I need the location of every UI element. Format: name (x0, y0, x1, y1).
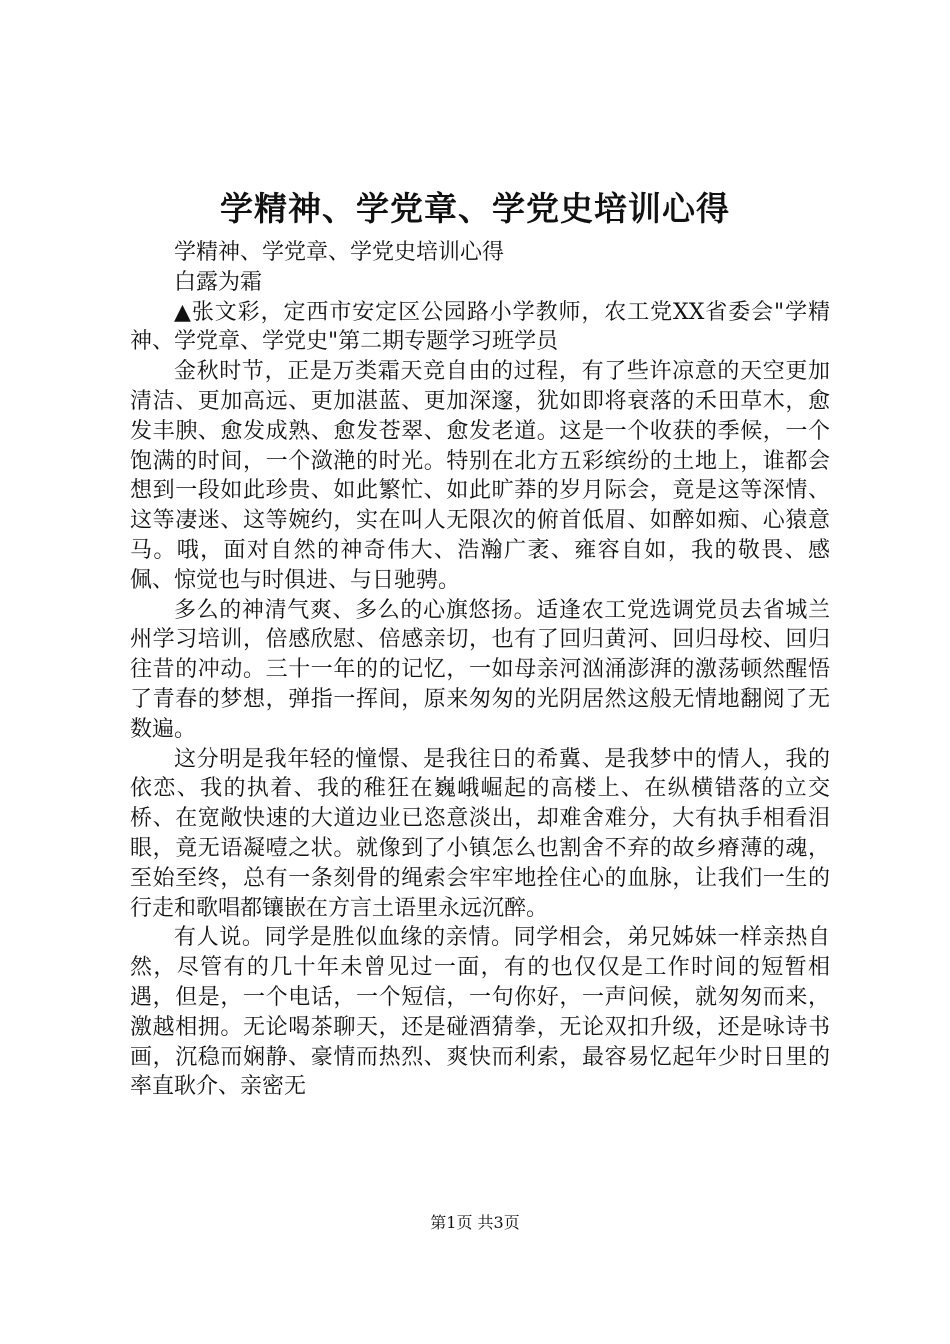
body-paragraph-heading: 学精神、学党章、学党史培训心得 (174, 240, 505, 265)
body-paragraph-author-bio: ▲张文彩，定西市安定区公园路小学教师，农工党XX省委会"学精神、学党章、学党史"第二期专题学习班学员 (130, 299, 830, 355)
document-title: 学精神、学党章、学党史培训心得 (220, 189, 730, 228)
body-paragraph: 有人说。同学是胜似血缘的亲情。同学相会，弟兄姊妹一样亲热自然，尽管有的几十年未曾见过一面，有的也仅仅是工作时间的短暂相遇，但是，一个电话，一个短信，一句你好，一声问候，就匆匆而来，激越相拥。无论喝茶聊天，还是碰酒猜拳，无论双扣升级，还是咏诗书画，沉稳而娴静、豪情而热烈、爽快而利索，最容易忆起年少时日里的率直耿介、亲密无 (130, 925, 830, 1100)
body-paragraph: 多么的神清气爽、多么的心旗悠扬。适逢农工党选调党员去省城兰州学习培训，倍感欣慰、倍感亲切，也有了回归黄河、回归母校、回归往昔的冲动。三十一年的的记忆，一如母亲河汹涌澎湃的激荡顿然醒悟了青春的梦想，弹指一挥间，原来匆匆的光阴居然这般无情地翻阅了无数遍。 (130, 597, 830, 742)
body-paragraph-author-pen-name: 白露为霜 (174, 269, 263, 295)
body-paragraph: 金秋时节，正是万类霜天竞自由的过程，有了些许凉意的天空更加清洁、更加高远、更加湛蓝、更加深邃，犹如即将衰落的禾田草木，愈发丰腴、愈发成熟、愈发苍翠、愈发老道。这是一个收获的季候，一个饱满的时间，一个潋滟的时光。特别在北方五彩缤纷的土地上，谁都会想到一段如此珍贵、如此繁忙、如此旷莽的岁月际会，竟是这等深情、这等凄迷、这等婉约，实在叫人无限次的俯首低眉、如醉如痴、心猿意马。哦，面对自然的神奇伟大、浩瀚广袤、雍容自如，我的敬畏、感佩、惊觉也与时俱进、与日驰骋。 (130, 359, 830, 593)
document-body (130, 238, 830, 1102)
page-footer: 第1页 共3页 (430, 1213, 520, 1232)
body-paragraph: 这分明是我年轻的憧憬、是我往日的希冀、是我梦中的情人，我的依恋、我的执着、我的稚狂在巍峨崛起的高楼上、在纵横错落的立交桥、在宽敞快速的大道边业已恣意淡出，却难舍难分，大有执手相看泪眼，竟无语凝噎之状。就像到了小镇怎么也割舍不弃的故乡瘠薄的魂，至始至终，总有一条刻骨的绳索会牢牢地拴住心的血脉，让我们一生的行走和歌唱都镶嵌在方言土语里永远沉醉。 (130, 746, 830, 921)
